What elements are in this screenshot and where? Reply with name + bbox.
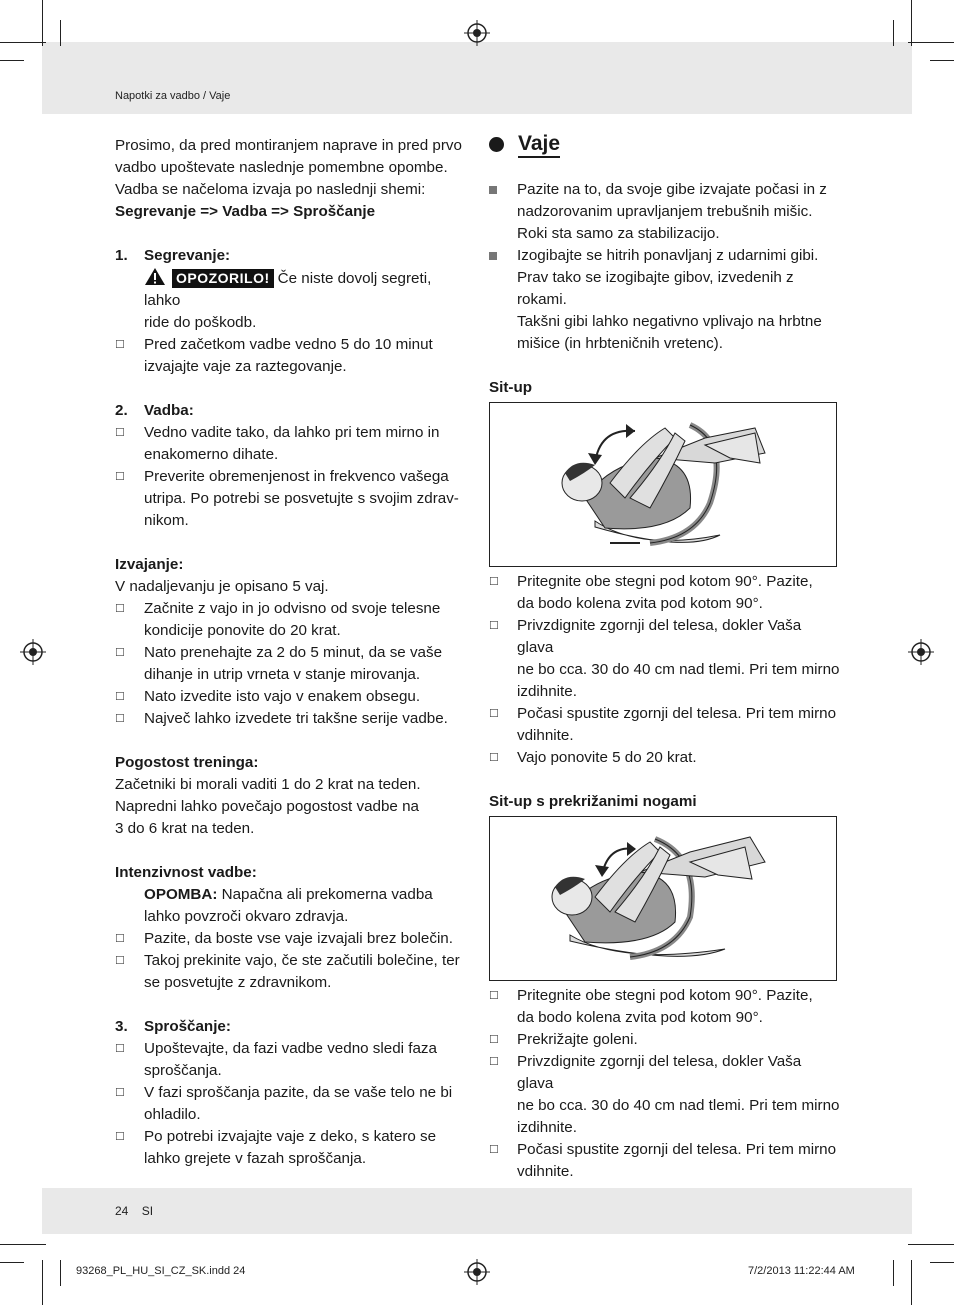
crop-mark xyxy=(930,1262,954,1263)
list-item: ☐ Preverite obremenjenost in frekvenco vašega utripa. Po potrebi se posvetujte s svojim zdrav- nikom. xyxy=(115,468,459,529)
file-slug: 93268_PL_HU_SI_CZ_SK.indd 24 xyxy=(76,1265,246,1277)
intro-line: vadbo upoštevate naslednje pomembne opombe. xyxy=(115,159,448,176)
list-item: ☐ Počasi spustite zgornji del telesa. Pri tem mirno vdihnite. xyxy=(489,1141,837,1180)
paragraph: Začetniki bi morali vaditi 1 do 2 krat na teden. xyxy=(115,776,421,793)
list-item: ☐ Vajo ponovite 5 do 20 krat. xyxy=(489,749,697,766)
list-item: ☐ Privzdignite zgornji del telesa, dokler Vaša glava ne bo cca. 30 do 40 cm nad tlemi. Pri tem mirno izdihnite. xyxy=(489,1053,840,1136)
section-title: Vaje xyxy=(489,131,560,158)
section-heading: 3. Sproščanje: xyxy=(115,1018,231,1035)
crop-mark xyxy=(42,1260,43,1305)
list-item: ☐ Vedno vadite tako, da lahko pri tem mirno in enakomerno dihate. xyxy=(115,424,440,463)
subheading: Pogostost treninga: xyxy=(115,754,259,771)
crossed-legs-situp-illustration xyxy=(489,816,837,981)
crop-mark xyxy=(42,0,43,46)
bullet-dot-icon xyxy=(489,137,504,152)
section-heading: 2. Vadba: xyxy=(115,402,194,419)
subheading: Intenzivnost vadbe: xyxy=(115,864,257,881)
crop-mark xyxy=(911,0,912,46)
registration-mark-icon xyxy=(908,639,934,665)
intro-line: Prosimo, da pred montiranjem naprave in pred prvo xyxy=(115,137,462,154)
crop-mark xyxy=(0,1244,46,1245)
warning-triangle-icon xyxy=(144,267,166,286)
list-item: ☐ Nato prenehajte za 2 do 5 minut, da se vaše dihanje in utrip vrneta v stanje mirovanja. xyxy=(115,644,443,683)
crop-mark xyxy=(60,20,61,46)
warning-badge: OPOZORILO! xyxy=(172,269,274,288)
registration-mark-icon xyxy=(464,20,490,46)
list-item: ☐ Nato izvedite isto vajo v enakem obsegu. xyxy=(115,688,421,705)
note: lahko povzroči okvaro zdravja. xyxy=(144,908,349,925)
crop-mark xyxy=(0,1262,24,1263)
left-column xyxy=(115,135,465,1170)
list-item: ☐ Pritegnite obe stegni pod kotom 90°. Pazite, da bodo kolena zvita pod kotom 90°. xyxy=(489,573,813,612)
list-item: ☐ Počasi spustite zgornji del telesa. Pri tem mirno vdihnite. xyxy=(489,705,837,744)
crop-mark xyxy=(60,1260,61,1286)
crop-mark xyxy=(908,1244,954,1245)
list-item: Izogibajte se hitrih ponavljanj z udarnimi gibi. Prav tako se izogibajte gibov, izvedenih z rokami. Takšni gibi lahko negativno vplivajo na hrbtne mišice (in hrbteničnih vretenc). xyxy=(489,245,841,355)
exercise-title: Sit-up xyxy=(489,379,533,396)
situp-figure-icon xyxy=(490,403,836,566)
crop-mark xyxy=(0,42,46,43)
crop-mark xyxy=(893,1260,894,1286)
paragraph: Napredni lahko povečajo pogostost vadbe na xyxy=(115,798,419,815)
list-item: Pazite na to, da svoje gibe izvajate počasi in z nadzorovanim upravljanjem trebušnih mišic. Roki sta samo za stabilizacijo. xyxy=(489,179,841,245)
crop-mark xyxy=(911,1260,912,1305)
crop-mark xyxy=(0,60,24,61)
list-item: ☐ V fazi sproščanja pazite, da se vaše telo ne bi ohladilo. xyxy=(115,1084,453,1123)
list-item: ☐ Začnite z vajo in jo odvisno od svoje telesne kondicije ponovite do 20 krat. xyxy=(115,600,441,639)
scheme: Segrevanje => Vadba => Sproščanje xyxy=(115,203,376,220)
situp-illustration xyxy=(489,402,837,567)
crop-mark xyxy=(908,42,954,43)
warning-text: ride do poškodb. xyxy=(144,314,257,331)
list-item: ☐ Upoštevajte, da fazi vadbe vedno sledi faza sproščanja. xyxy=(115,1040,437,1079)
registration-mark-icon xyxy=(20,639,46,665)
list-item: ☐ Privzdignite zgornji del telesa, dokler Vaša glava ne bo cca. 30 do 40 cm nad tlemi. Pri tem mirno izdihnite. xyxy=(489,617,840,700)
list-item: ☐ Pazite, da boste vse vaje izvajali brez bolečin. xyxy=(115,930,453,947)
note: OPOMBA: Napačna ali prekomerna vadba xyxy=(144,886,433,903)
list-item: ☐ Po potrebi izvajajte vaje z deko, s katero se lahko grejete v fazah sproščanja. xyxy=(115,1128,437,1167)
warning: OPOZORILO! Če niste dovolj segreti, lahko xyxy=(115,267,465,312)
list-item: ☐ Pred začetkom vadbe vedno 5 do 10 minut izvajajte vaje za raztegovanje. xyxy=(115,336,433,375)
crossed-legs-situp-figure-icon xyxy=(490,817,836,980)
subheading: Izvajanje: xyxy=(115,556,184,573)
paragraph: V nadaljevanju je opisano 5 vaj. xyxy=(115,578,329,595)
header-band xyxy=(42,42,912,114)
section-heading: 1. Segrevanje: xyxy=(115,247,231,264)
intro-line: Vadba se načeloma izvaja po naslednji shemi: xyxy=(115,181,426,198)
running-header: Napotki za vadbo / Vaje xyxy=(115,90,231,102)
paragraph: 3 do 6 krat na teden. xyxy=(115,820,255,837)
list-item: ☐ Takoj prekinite vajo, če ste začutili bolečine, ter se posvetujte z zdravnikom. xyxy=(115,952,460,991)
footer-band xyxy=(42,1188,912,1234)
list-item: ☐ Pritegnite obe stegni pod kotom 90°. Pazite, da bodo kolena zvita pod kotom 90°. xyxy=(489,987,813,1026)
right-column xyxy=(489,179,841,1183)
timestamp-slug: 7/2/2013 11:22:44 AM xyxy=(748,1265,855,1277)
exercise-title: Sit-up s prekrižanimi nogami xyxy=(489,793,697,810)
crop-mark xyxy=(930,60,954,61)
crop-mark xyxy=(893,20,894,46)
page-number: 24 SI xyxy=(115,1204,154,1218)
list-item: ☐ Prekrižajte goleni. xyxy=(489,1031,638,1048)
list-item: ☐ Največ lahko izvedete tri takšne serije vadbe. xyxy=(115,710,448,727)
registration-mark-icon xyxy=(464,1259,490,1285)
